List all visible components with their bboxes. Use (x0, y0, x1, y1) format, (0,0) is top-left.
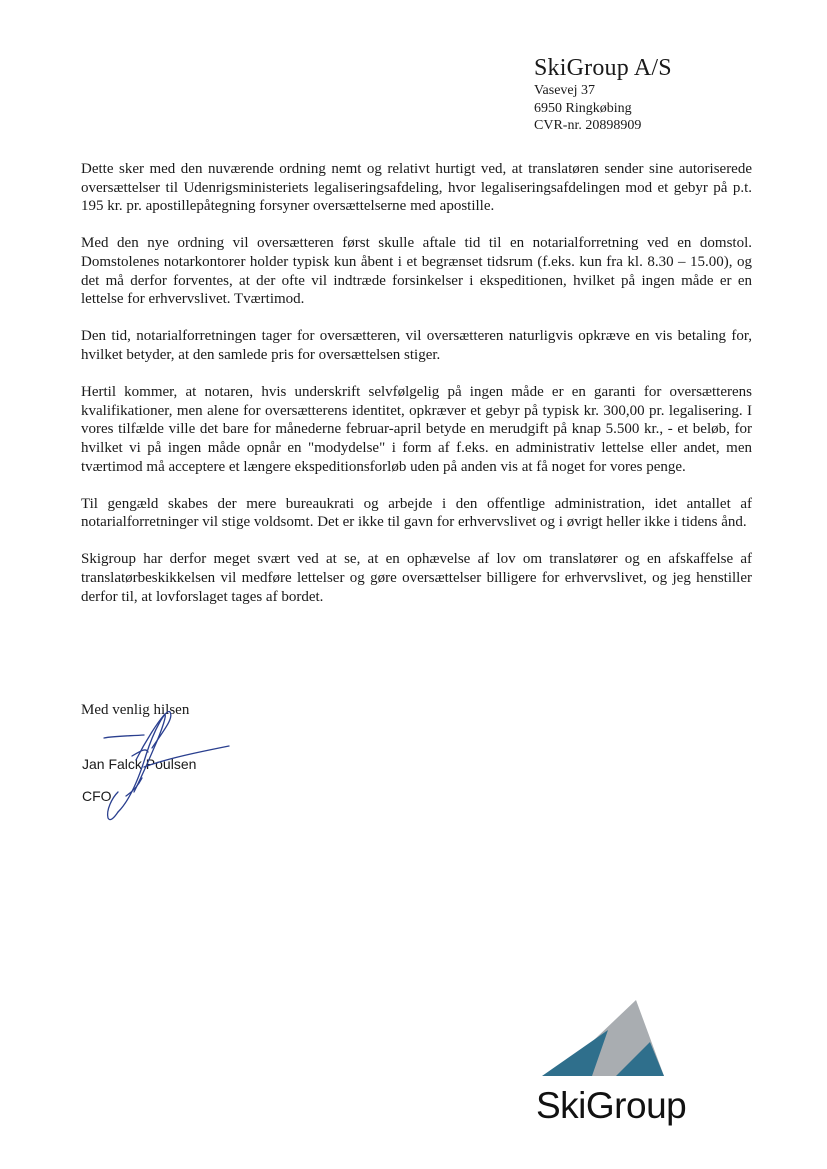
cvr-number: CVR-nr. 20898909 (534, 118, 642, 133)
signer-name: Jan Falck Poulsen (82, 756, 197, 772)
street-address: Vasevej 37 (534, 83, 596, 98)
signer-title: CFO (82, 788, 112, 804)
body-paragraph: Den tid, notarialforretningen tager for oversætteren, vil oversætteren naturligvis opkræve en vis betaling for, hvilket betyder, at den samlede pris for oversættelsen stiger. (81, 328, 752, 363)
city-address: 6950 Ringkøbing (534, 100, 632, 116)
body-paragraph: Skigroup har derfor meget svært ved at se, at en ophævelse af lov om translatører og en afskaffelse af translatørbeskikkelsen vil medføre lettelser og gøre oversættelser billigere for erhvervslivet, og jeg henstiller derfor til, at lovforslaget tages af bordet. (81, 551, 752, 605)
letter-body (81, 160, 752, 625)
body-paragraph: Dette sker med den nuværende ordning nemt og relativt hurtigt ved, at translatøren sender sine autoriserede oversættelser til Udenrigsministeriets legaliseringsafdeling, hvor legaliseringsafdelingen mod et gebyr på p.t. 195 kr. pr. apostillepåtegning forsyner oversættelserne med apostille. (81, 161, 752, 215)
handwritten-signature (84, 700, 244, 825)
letterhead (534, 54, 672, 135)
logo-wordmark: SkiGroup (536, 1085, 687, 1126)
body-paragraph: Hertil kommer, at notaren, hvis underskrift selvfølgelig på ingen måde er en garanti for oversætterens kvalifikationer, men alene for oversætterens identitet, opkræver et gebyr på typisk kr. 300,00 pr. legalisering. I vores tilfælde ville det bare for månederne februar-april betyde en merudgift på knap 5.500 kr., - et beløb, for hvilket vi på ingen måde opnår en "modydelse" i form af f.eks. en administrativ lettelse eller andet, men tværtimod må acceptere et længere ekspeditionsforløb uden på anden vis at få noget for vores penge. (81, 384, 752, 475)
body-paragraph: Til gengæld skabes der mere bureaukrati og arbejde i den offentlige administration, idet antallet af notarialforretninger vil stige voldsomt. Det er ikke til gavn for erhvervslivet og i øvrigt heller ikke i tidens ånd. (81, 495, 752, 531)
company-name: SkiGroup A/S (534, 55, 672, 81)
closing-salutation: Med venlig hilsen (81, 702, 190, 718)
body-paragraph: Med den nye ordning vil oversætteren først skulle aftale tid til en notarialforretning ved en domstol. Domstolenes notarkontorer holder typisk kun åbent i et begrænset tidsrum (f.eks. kun fra kl. 8.30 – 15.00), og det må derfor forventes, at der ofte vil indtræde forsinkelser i ekspeditionen, hvilket på ingen måde er en lettelse for erhvervslivet. Tværtimod. (81, 235, 752, 308)
